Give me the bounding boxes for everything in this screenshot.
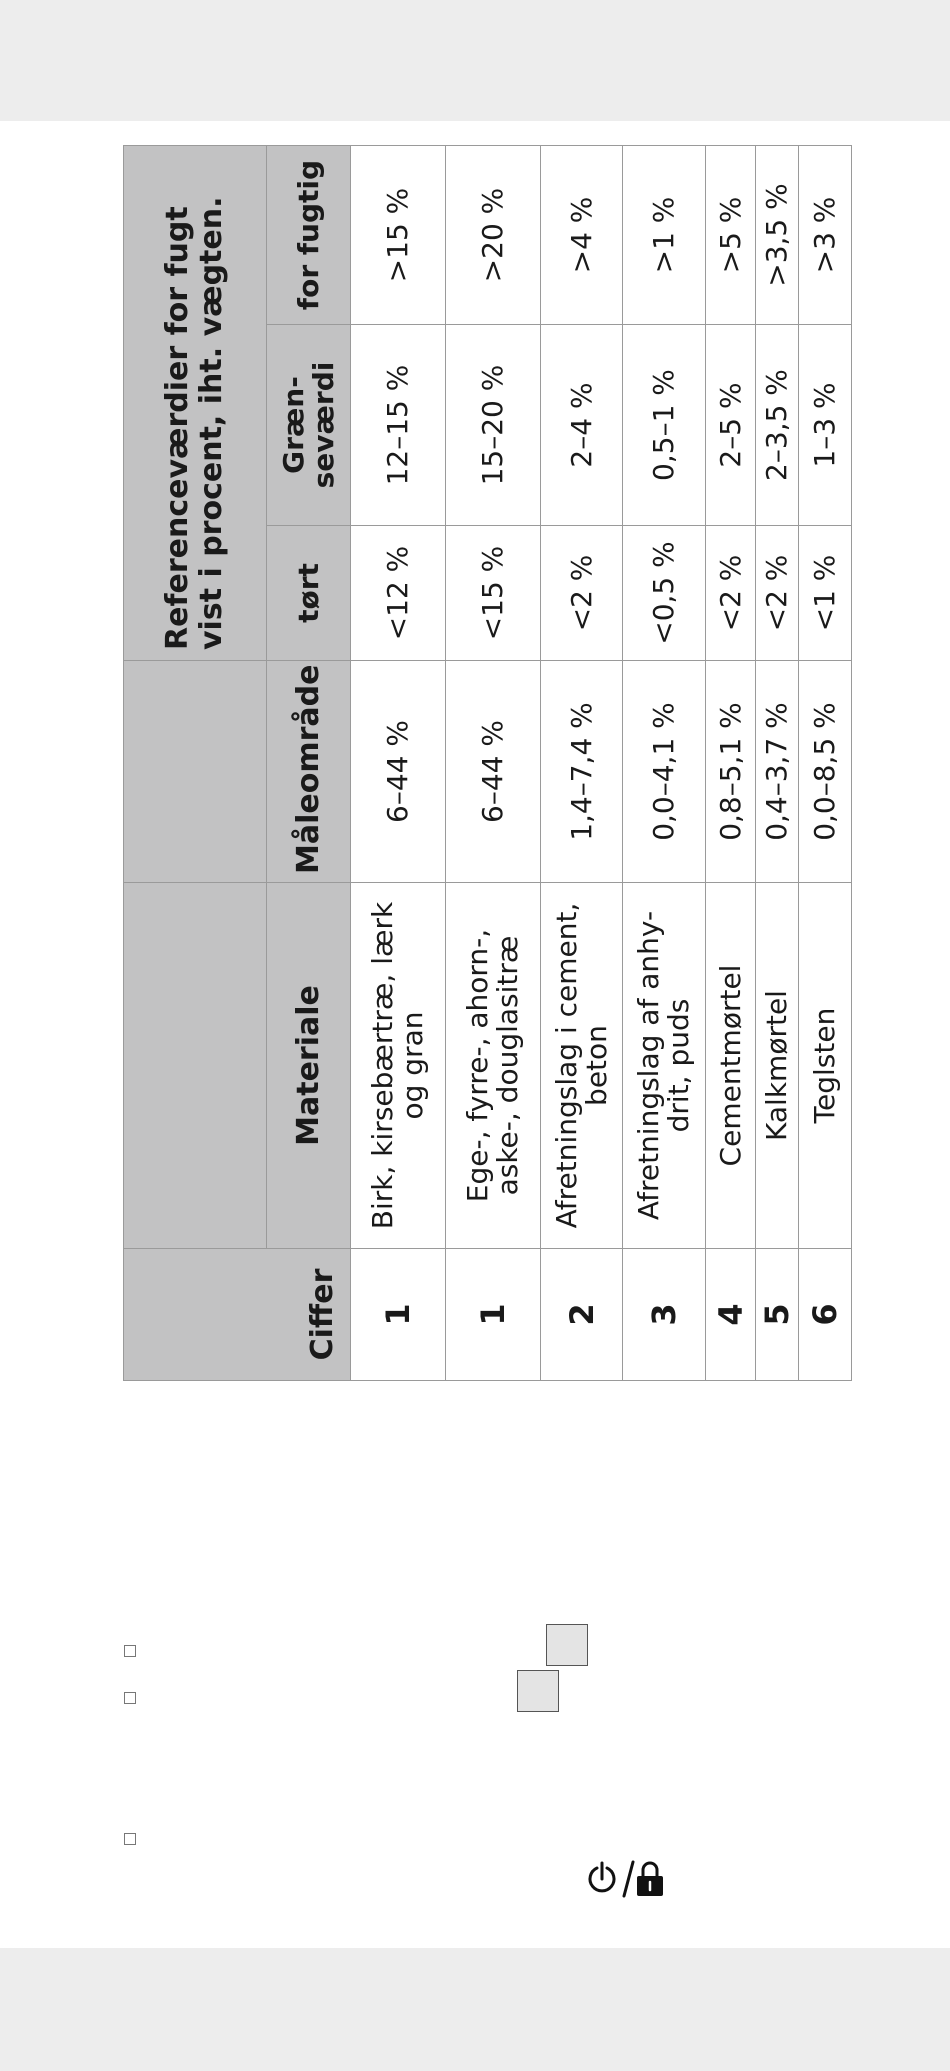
cell-maaleomraade: 1,4–7,4 % [541, 661, 623, 883]
cell-fugtig: >3,5 % [756, 146, 799, 325]
cell-fugtig: >5 % [706, 146, 756, 325]
table-row [541, 146, 623, 1381]
cell-maaleomraade: 0,8–5,1 % [706, 661, 756, 883]
header-reference: Referenceværdier for fugt vist i procent, iht. vægten. [124, 146, 267, 661]
cell-fugtig: >15 % [351, 146, 446, 325]
table-row [623, 146, 706, 1381]
cell-tort: <2 % [706, 526, 756, 661]
table-row [756, 146, 799, 1381]
power-icon [590, 1863, 614, 1891]
header-fugtig: for fugtig [267, 146, 351, 325]
cell-graense: 2–5 % [706, 325, 756, 526]
cell-graense: 12–15 % [351, 325, 446, 526]
cell-materiale: Afretningslag af anhy-drit, puds [623, 883, 706, 1249]
checkbox-marker [124, 1833, 136, 1845]
cell-ciffer: 4 [706, 1249, 756, 1381]
cell-materiale: Kalkmørtel [756, 883, 799, 1249]
cell-ciffer: 3 [623, 1249, 706, 1381]
header-blank-1 [124, 883, 267, 1249]
cell-maaleomraade: 0,0–8,5 % [799, 661, 852, 883]
key-square-upper [546, 1624, 588, 1666]
checkbox-marker [124, 1692, 136, 1704]
table-row [446, 146, 541, 1381]
cell-ciffer: 5 [756, 1249, 799, 1381]
moisture-reference-table [123, 146, 851, 1381]
header-ciffer: Ciffer [124, 1249, 351, 1381]
checkbox-marker [124, 1645, 136, 1657]
table-row [351, 146, 446, 1381]
cell-ciffer: 1 [446, 1249, 541, 1381]
cell-materiale: Afretningslag i cement, beton [541, 883, 623, 1249]
header-tort: tørt [267, 526, 351, 661]
cell-tort: <2 % [541, 526, 623, 661]
cell-fugtig: >4 % [541, 146, 623, 325]
slash-divider [624, 1862, 633, 1896]
cell-tort: <1 % [799, 526, 852, 661]
cell-fugtig: >1 % [623, 146, 706, 325]
key-square-lower [517, 1670, 559, 1712]
top-margin-band [0, 0, 950, 121]
cell-graense: 1–3 % [799, 325, 852, 526]
lock-icon [637, 1863, 663, 1896]
cell-tort: <2 % [756, 526, 799, 661]
cell-maaleomraade: 0,0–4,1 % [623, 661, 706, 883]
cell-materiale: Birk, kirsebærtræ, lærk og gran [351, 883, 446, 1249]
table-row [706, 146, 756, 1381]
bottom-margin-band [0, 1948, 950, 2071]
header-materiale: Materiale [267, 883, 351, 1249]
cell-materiale: Ege-, fyrre-, ahorn-, aske-, douglasitræ [446, 883, 541, 1249]
cell-maaleomraade: 0,4–3,7 % [756, 661, 799, 883]
cell-fugtig: >20 % [446, 146, 541, 325]
cell-graense: 0,5–1 % [623, 325, 706, 526]
header-graense: Græn-seværdi [267, 325, 351, 526]
cell-ciffer: 1 [351, 1249, 446, 1381]
cell-graense: 2–4 % [541, 325, 623, 526]
cell-tort: <0,5 % [623, 526, 706, 661]
cell-graense: 2–3,5 % [756, 325, 799, 526]
cell-fugtig: >3 % [799, 146, 852, 325]
cell-materiale: Teglsten [799, 883, 852, 1249]
cell-maaleomraade: 6–44 % [446, 661, 541, 883]
cell-maaleomraade: 6–44 % [351, 661, 446, 883]
cell-materiale: Cementmørtel [706, 883, 756, 1249]
cell-graense: 15–20 % [446, 325, 541, 526]
cell-ciffer: 2 [541, 1249, 623, 1381]
cell-ciffer: 6 [799, 1249, 852, 1381]
power-lock-symbol [580, 1858, 670, 1900]
header-blank-2 [124, 661, 267, 883]
cell-tort: <12 % [351, 526, 446, 661]
cell-tort: <15 % [446, 526, 541, 661]
table-row [799, 146, 852, 1381]
header-maaleomraade: Måleområde [267, 661, 351, 883]
